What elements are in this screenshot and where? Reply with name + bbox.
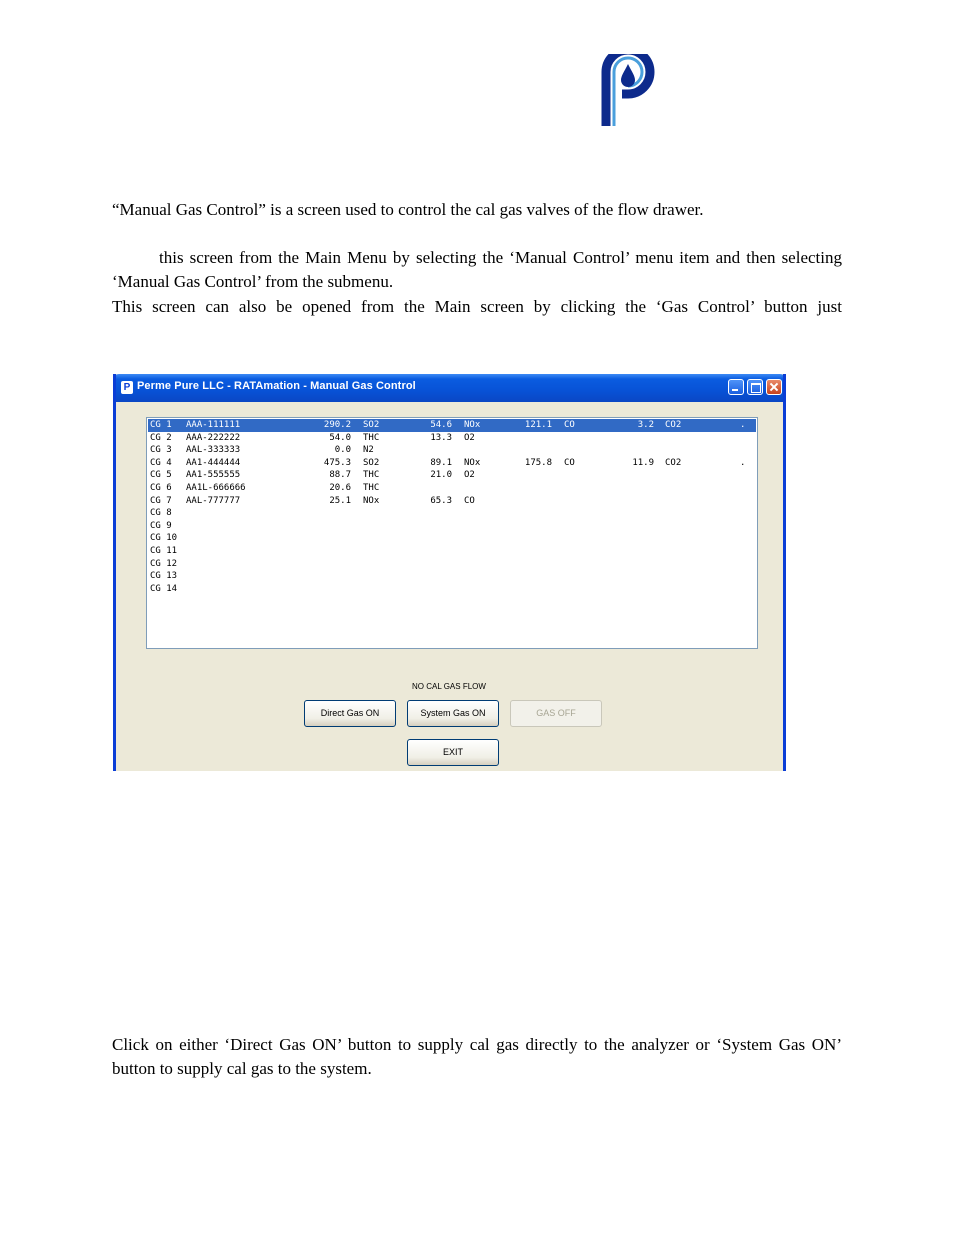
cg-id: CG 7: [150, 495, 172, 506]
app-icon: P: [121, 381, 133, 394]
component-3: CO: [564, 420, 575, 430]
list-item[interactable]: [148, 583, 756, 596]
list-item[interactable]: [148, 469, 756, 482]
direct-gas-on-button[interactable]: Direct Gas ON: [304, 700, 396, 727]
component-2: O2: [464, 470, 475, 481]
value-2: 21.0: [430, 470, 452, 481]
value-1: 54.0: [329, 432, 351, 443]
component-4: CO2: [665, 420, 682, 430]
manual-gas-control-window: [113, 374, 786, 771]
value-2: 89.1: [430, 457, 452, 468]
cg-id: CG 10: [150, 533, 178, 544]
cg-id: CG 12: [150, 558, 178, 569]
main-screen-paragraph: This screen can also be opened from the Main screen by clicking the ‘Gas Control’ button just: [112, 297, 842, 316]
component-1: N2: [363, 445, 374, 456]
instructions-paragraph: Click on either ‘Direct Gas ON’ button to supply cal gas directly to the analyzer or ‘System Gas ON’ button to supply cal gas to the system.: [112, 1035, 842, 1078]
component-2: NOx: [464, 420, 481, 430]
exit-button[interactable]: EXIT: [407, 739, 499, 766]
value-1: 25.1: [329, 495, 351, 506]
list-item[interactable]: [148, 532, 756, 545]
cylinder-id: AAL-777777: [186, 495, 241, 506]
menu-access-paragraph: this screen from the Main Menu by selecting the ‘Manual Control’ menu item and then selecting ‘Manual Gas Control’ from the submenu.: [112, 248, 842, 291]
cylinder-id: AAL-333333: [186, 445, 241, 456]
component-1: SO2: [363, 457, 380, 468]
cg-id: CG 9: [150, 520, 172, 531]
component-4: CO2: [665, 457, 682, 468]
component-1: NOx: [363, 495, 380, 506]
value-2: 13.3: [430, 432, 452, 443]
perme-pure-logo: [600, 54, 656, 128]
cg-id: CG 6: [150, 483, 172, 493]
value-1: 475.3: [323, 457, 351, 468]
component-1: SO2: [363, 420, 380, 430]
component-2: NOx: [464, 457, 481, 468]
value-1: 0.0: [334, 445, 351, 456]
window-titlebar[interactable]: [113, 374, 786, 402]
component-1: THC: [363, 470, 380, 481]
list-item[interactable]: [148, 457, 756, 470]
list-item[interactable]: [148, 570, 756, 583]
cylinder-id: AA1-444444: [186, 457, 241, 468]
close-icon[interactable]: [766, 379, 782, 395]
value-4: 3.2: [637, 420, 654, 430]
list-item[interactable]: [148, 545, 756, 558]
cg-id: CG 1: [150, 420, 172, 430]
gas-flow-status: NO CAL GAS FLOW: [412, 682, 486, 691]
minimize-icon[interactable]: [728, 379, 744, 395]
list-item[interactable]: [148, 432, 756, 445]
window-title: Perme Pure LLC - RATAmation - Manual Gas Control: [137, 380, 416, 392]
list-item[interactable]: [148, 495, 756, 508]
list-item[interactable]: [148, 520, 756, 533]
value-2: 65.3: [430, 495, 452, 506]
value-1: 88.7: [329, 470, 351, 481]
cylinder-id: AA1L-666666: [186, 483, 246, 493]
component-2: O2: [464, 432, 475, 443]
cylinder-id: AA1-555555: [186, 470, 241, 481]
cg-id: CG 2: [150, 432, 172, 443]
list-item[interactable]: [148, 507, 756, 520]
intro-paragraph: “Manual Gas Control” is a screen used to control the cal gas valves of the flow drawer.: [112, 200, 704, 219]
cg-id: CG 13: [150, 571, 178, 582]
value-1: 290.2: [323, 420, 351, 430]
value-2: 54.6: [430, 420, 452, 430]
cylinder-id: AAA-111111: [186, 420, 241, 430]
component-1: THC: [363, 483, 380, 493]
system-gas-on-button[interactable]: System Gas ON: [407, 700, 499, 727]
gas-off-button[interactable]: GAS OFF: [510, 700, 602, 727]
cg-id: CG 3: [150, 445, 172, 456]
cg-id: CG 11: [150, 546, 178, 556]
list-item[interactable]: [148, 419, 756, 432]
component-1: THC: [363, 432, 380, 443]
cg-id: CG 5: [150, 470, 172, 481]
cylinder-id: AAA-222222: [186, 432, 241, 443]
list-item[interactable]: [148, 558, 756, 571]
value-3: 175.8: [524, 457, 552, 468]
maximize-icon[interactable]: [747, 379, 763, 395]
value-3: 121.1: [524, 420, 552, 430]
cg-id: CG 4: [150, 457, 172, 468]
list-item[interactable]: [148, 482, 756, 495]
cal-gas-listbox[interactable]: [146, 417, 758, 649]
cg-id: CG 14: [150, 583, 178, 594]
value-4: 11.9: [632, 457, 654, 468]
cg-id: CG 8: [150, 508, 172, 519]
row-marker: .: [740, 457, 746, 468]
component-3: CO: [564, 457, 575, 468]
value-1: 20.6: [329, 483, 351, 493]
row-marker: .: [740, 420, 746, 430]
component-2: CO: [464, 495, 475, 506]
list-item[interactable]: [148, 444, 756, 457]
